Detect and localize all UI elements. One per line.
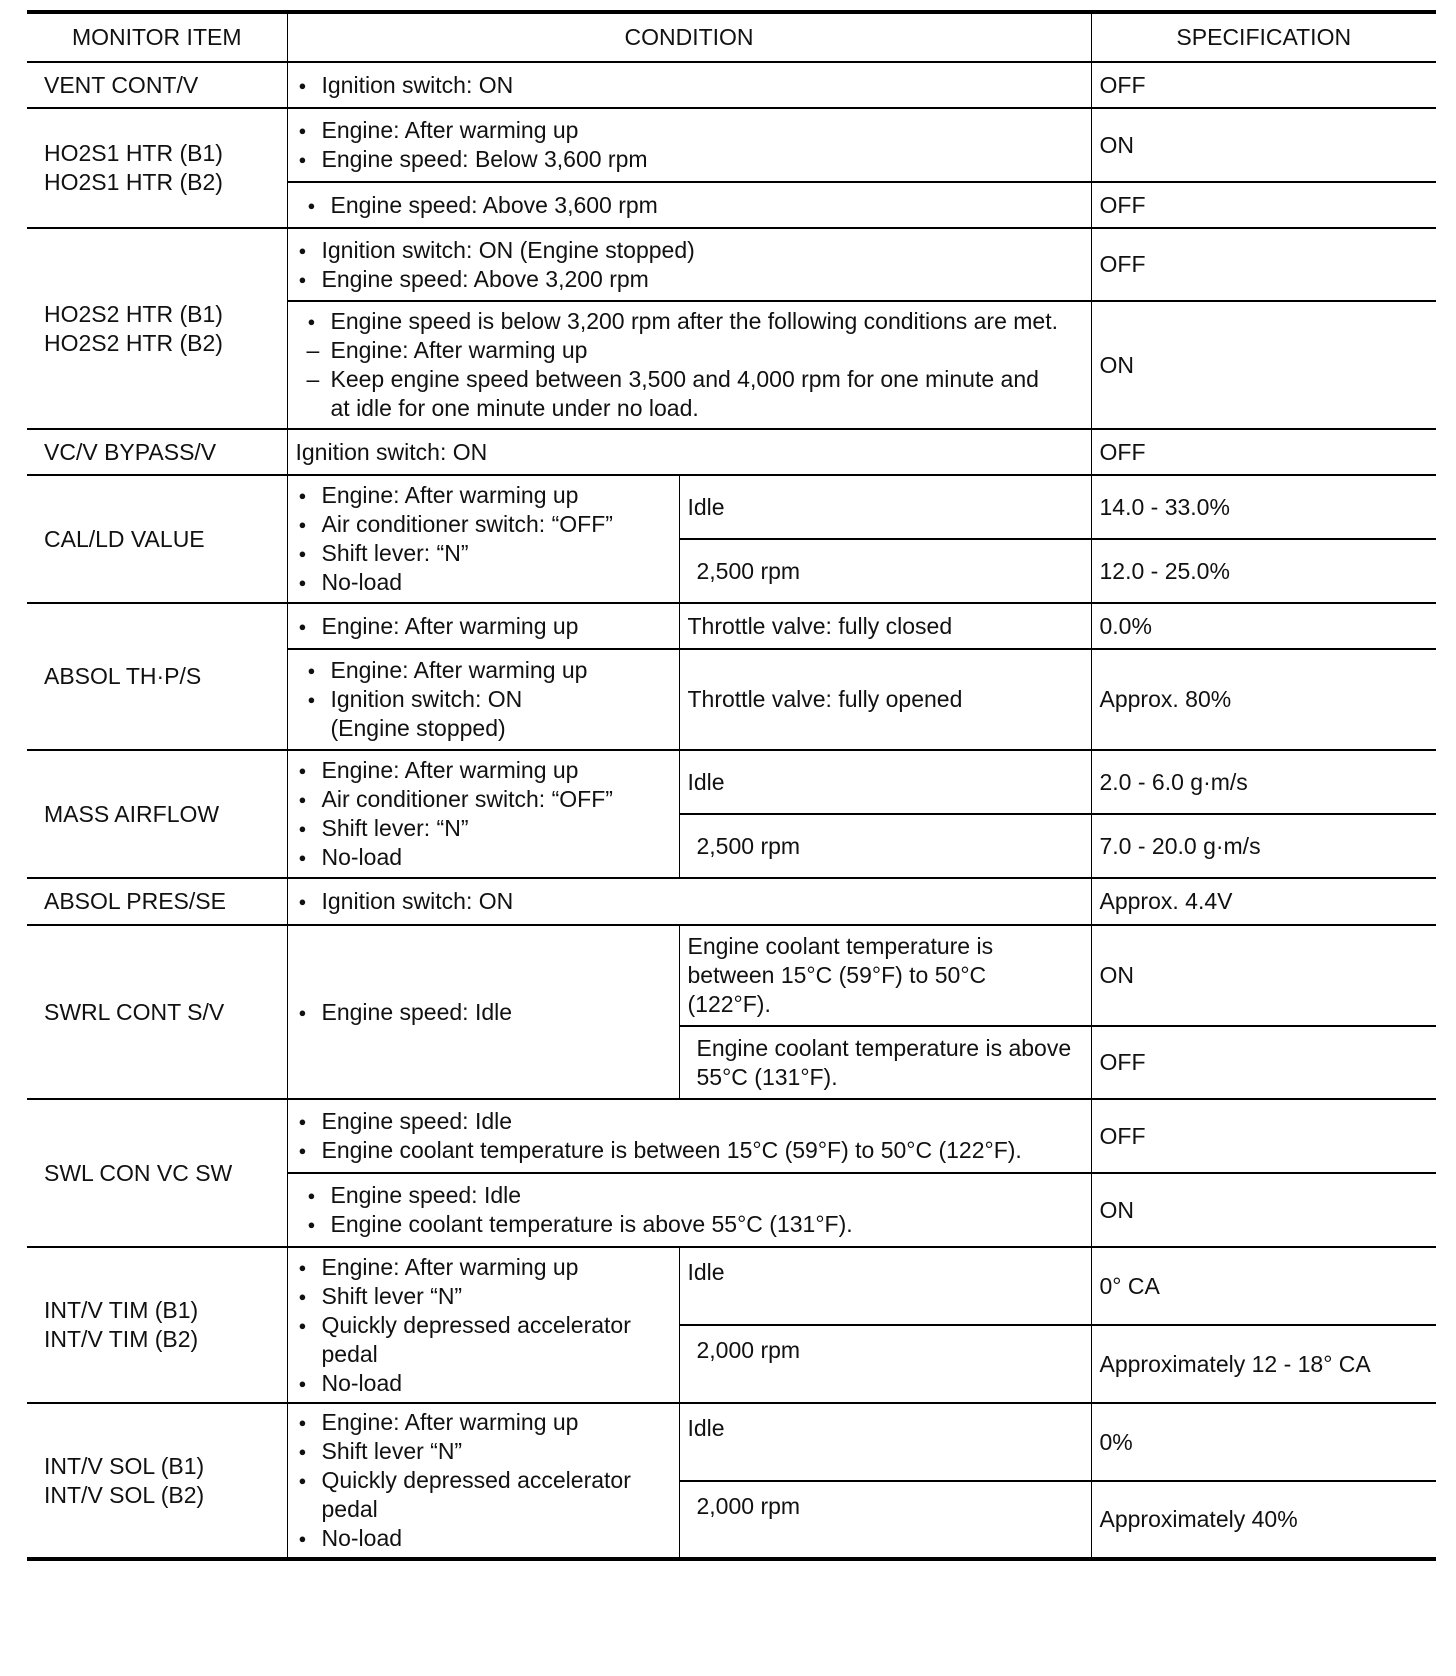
table-row bbox=[27, 1403, 1436, 1481]
table-row bbox=[27, 925, 1436, 1026]
condition-cell: Ignition switch: ON bbox=[287, 429, 1091, 475]
condition-bullet: ● Shift lever “N” bbox=[296, 1437, 671, 1466]
condition-bullet: ● No-load bbox=[296, 843, 671, 872]
condition-bullet: ● No-load bbox=[296, 1524, 671, 1553]
condition-sub-bullet: – Keep engine speed between 3,500 and 4,000 rpm for one minute and bbox=[305, 365, 1083, 394]
condition-bullet: ● Engine: After warming up bbox=[305, 656, 671, 685]
header-condition: CONDITION bbox=[287, 12, 1091, 62]
monitor-item-line: HO2S2 HTR (B2) bbox=[44, 329, 223, 356]
condition-continuation: (Engine stopped) bbox=[330, 715, 506, 741]
table-row bbox=[27, 1099, 1436, 1173]
sub-condition: Throttle valve: fully closed bbox=[679, 603, 1091, 649]
spec-value: OFF bbox=[1091, 429, 1436, 475]
condition-cell bbox=[287, 475, 679, 603]
spec-value: OFF bbox=[1091, 1099, 1436, 1173]
spec-value: 7.0 - 20.0 g·m/s bbox=[1091, 814, 1436, 878]
spec-value: OFF bbox=[1091, 228, 1436, 301]
monitor-item: ABSOL TH·P/S bbox=[27, 603, 287, 750]
monitor-item-line: HO2S1 HTR (B2) bbox=[44, 169, 223, 195]
table-row bbox=[27, 475, 1436, 539]
condition-bullet: ● Shift lever: “N” bbox=[296, 539, 671, 568]
monitor-item-line: INT/V SOL (B2) bbox=[44, 1481, 205, 1508]
condition-cell bbox=[287, 1099, 1091, 1173]
monitor-item bbox=[27, 108, 287, 228]
condition-bullet: ● Engine: After warming up bbox=[296, 481, 671, 510]
spec-value: OFF bbox=[1091, 182, 1436, 228]
spec-value: 0.0% bbox=[1091, 603, 1436, 649]
condition-bullet: ● No-load bbox=[296, 1369, 671, 1398]
sub-condition: 2,000 rpm bbox=[679, 1481, 1091, 1559]
condition-cell bbox=[287, 925, 679, 1099]
monitor-item-line: INT/V SOL (B1) bbox=[44, 1452, 205, 1479]
monitor-item: CAL/LD VALUE bbox=[27, 475, 287, 603]
monitor-item-line: HO2S2 HTR (B1) bbox=[44, 300, 223, 327]
sub-condition: 2,500 rpm bbox=[679, 539, 1091, 603]
sub-condition-line: Engine coolant temperature is bbox=[687, 933, 994, 959]
monitor-item: SWL CON VC SW bbox=[27, 1099, 287, 1247]
spec-value: ON bbox=[1091, 301, 1436, 429]
condition-bullet: ● Engine: After warming up bbox=[296, 612, 671, 641]
condition-bullet: ● Air conditioner switch: “OFF” bbox=[296, 785, 671, 814]
spec-value: OFF bbox=[1091, 1026, 1436, 1099]
spec-value: 0% bbox=[1091, 1403, 1436, 1481]
sub-condition-line: (122°F). bbox=[687, 991, 771, 1017]
monitor-item bbox=[27, 1247, 287, 1403]
condition-bullet: ● Quickly depressed accelerator bbox=[296, 1311, 671, 1340]
condition-bullet: ● Engine speed: Idle bbox=[305, 1181, 1083, 1210]
table-row bbox=[27, 429, 1436, 475]
monitor-item: SWRL CONT S/V bbox=[27, 925, 287, 1099]
condition-bullet: ● Engine speed: Below 3,600 rpm bbox=[296, 145, 1083, 174]
condition-bullet: ● Engine: After warming up bbox=[296, 116, 1083, 145]
sub-condition bbox=[679, 1026, 1091, 1099]
condition-cell bbox=[287, 1173, 1091, 1247]
condition-bullet: ● No-load bbox=[296, 568, 671, 597]
condition-continuation: pedal bbox=[321, 1340, 378, 1367]
condition-cell bbox=[287, 182, 1091, 228]
condition-bullet: ● Shift lever “N” bbox=[296, 1282, 671, 1311]
condition-bullet: ● Engine: After warming up bbox=[296, 756, 671, 785]
condition-bullet: ● Engine speed is below 3,200 rpm after the following conditions are met. bbox=[305, 307, 1083, 336]
sub-condition: 2,500 rpm bbox=[679, 814, 1091, 878]
condition-cell bbox=[287, 1403, 679, 1559]
condition-bullet: ● Ignition switch: ON bbox=[296, 887, 1083, 916]
spec-value: ON bbox=[1091, 1173, 1436, 1247]
header-row bbox=[27, 12, 1436, 62]
condition-bullet: ● Engine: After warming up bbox=[296, 1253, 671, 1282]
spec-value: Approximately 40% bbox=[1091, 1481, 1436, 1559]
sub-condition: Idle bbox=[679, 1403, 1091, 1481]
condition-bullet: ● Quickly depressed accelerator bbox=[296, 1466, 671, 1495]
header-specification: SPECIFICATION bbox=[1091, 12, 1436, 62]
sub-condition-line: Engine coolant temperature is above bbox=[696, 1034, 1072, 1061]
condition-bullet: ● Ignition switch: ON (Engine stopped) bbox=[296, 236, 1083, 265]
spec-value: Approximately 12 - 18° CA bbox=[1091, 1325, 1436, 1403]
condition-cell bbox=[287, 649, 679, 750]
sub-condition: 2,000 rpm bbox=[679, 1325, 1091, 1403]
monitor-item-line: INT/V TIM (B1) bbox=[44, 1297, 199, 1323]
condition-cell bbox=[287, 603, 679, 649]
monitor-item: VENT CONT/V bbox=[27, 62, 287, 108]
table-row bbox=[27, 603, 1436, 649]
sub-condition-line: between 15°C (59°F) to 50°C bbox=[687, 962, 987, 988]
spec-value: Approx. 80% bbox=[1091, 649, 1436, 750]
spec-value: 0° CA bbox=[1091, 1247, 1436, 1325]
condition-bullet: ● Engine coolant temperature is above 55°C (131°F). bbox=[305, 1210, 1083, 1239]
condition-cell bbox=[287, 228, 1091, 301]
sub-condition: Idle bbox=[679, 475, 1091, 539]
monitor-item bbox=[27, 228, 287, 429]
condition-continuation: at idle for one minute under no load. bbox=[330, 395, 699, 421]
table-row bbox=[27, 878, 1436, 925]
condition-bullet: ● Engine speed: Idle bbox=[296, 1107, 1083, 1136]
spec-value: 12.0 - 25.0% bbox=[1091, 539, 1436, 603]
sub-condition-line: 55°C (131°F). bbox=[696, 1063, 838, 1090]
condition-bullet: ● Ignition switch: ON bbox=[305, 685, 671, 714]
monitor-spec-table bbox=[27, 10, 1436, 1561]
monitor-item: ABSOL PRES/SE bbox=[27, 878, 287, 925]
spec-value: ON bbox=[1091, 925, 1436, 1026]
condition-bullet: ● Engine: After warming up bbox=[296, 1408, 671, 1437]
condition-cell bbox=[287, 108, 1091, 182]
table-row bbox=[27, 228, 1436, 301]
condition-bullet: ● Air conditioner switch: “OFF” bbox=[296, 510, 671, 539]
condition-cell bbox=[287, 301, 1091, 429]
condition-bullet: ● Engine speed: Idle bbox=[296, 998, 671, 1027]
header-monitor-item: MONITOR ITEM bbox=[27, 12, 287, 62]
condition-continuation: pedal bbox=[321, 1496, 378, 1522]
sub-condition: Idle bbox=[679, 750, 1091, 814]
monitor-item bbox=[27, 1403, 287, 1559]
sub-condition: Throttle valve: fully opened bbox=[679, 649, 1091, 750]
condition-bullet: ● Shift lever: “N” bbox=[296, 814, 671, 843]
condition-cell bbox=[287, 750, 679, 878]
sub-condition bbox=[679, 925, 1091, 1026]
condition-bullet: ● Ignition switch: ON bbox=[296, 71, 1083, 100]
condition-cell bbox=[287, 1247, 679, 1403]
table-row bbox=[27, 62, 1436, 108]
condition-sub-bullet: – Engine: After warming up bbox=[305, 336, 1083, 365]
sub-condition: Idle bbox=[679, 1247, 1091, 1325]
monitor-item-line: INT/V TIM (B2) bbox=[44, 1326, 199, 1352]
condition-bullet: ● Engine coolant temperature is between 15°C (59°F) to 50°C (122°F). bbox=[296, 1136, 1083, 1165]
table-row bbox=[27, 108, 1436, 182]
spec-value: 14.0 - 33.0% bbox=[1091, 475, 1436, 539]
monitor-item-line: HO2S1 HTR (B1) bbox=[44, 140, 223, 166]
table-row bbox=[27, 750, 1436, 814]
condition-bullet: ● Engine speed: Above 3,200 rpm bbox=[296, 265, 1083, 294]
condition-cell bbox=[287, 62, 1091, 108]
monitor-item: MASS AIRFLOW bbox=[27, 750, 287, 878]
table-row bbox=[27, 1247, 1436, 1325]
spec-value: ON bbox=[1091, 108, 1436, 182]
spec-value: OFF bbox=[1091, 62, 1436, 108]
spec-value: 2.0 - 6.0 g·m/s bbox=[1091, 750, 1436, 814]
spec-value: Approx. 4.4V bbox=[1091, 878, 1436, 925]
condition-cell bbox=[287, 878, 1091, 925]
condition-bullet: ● Engine speed: Above 3,600 rpm bbox=[305, 191, 1083, 220]
monitor-item: VC/V BYPASS/V bbox=[27, 429, 287, 475]
